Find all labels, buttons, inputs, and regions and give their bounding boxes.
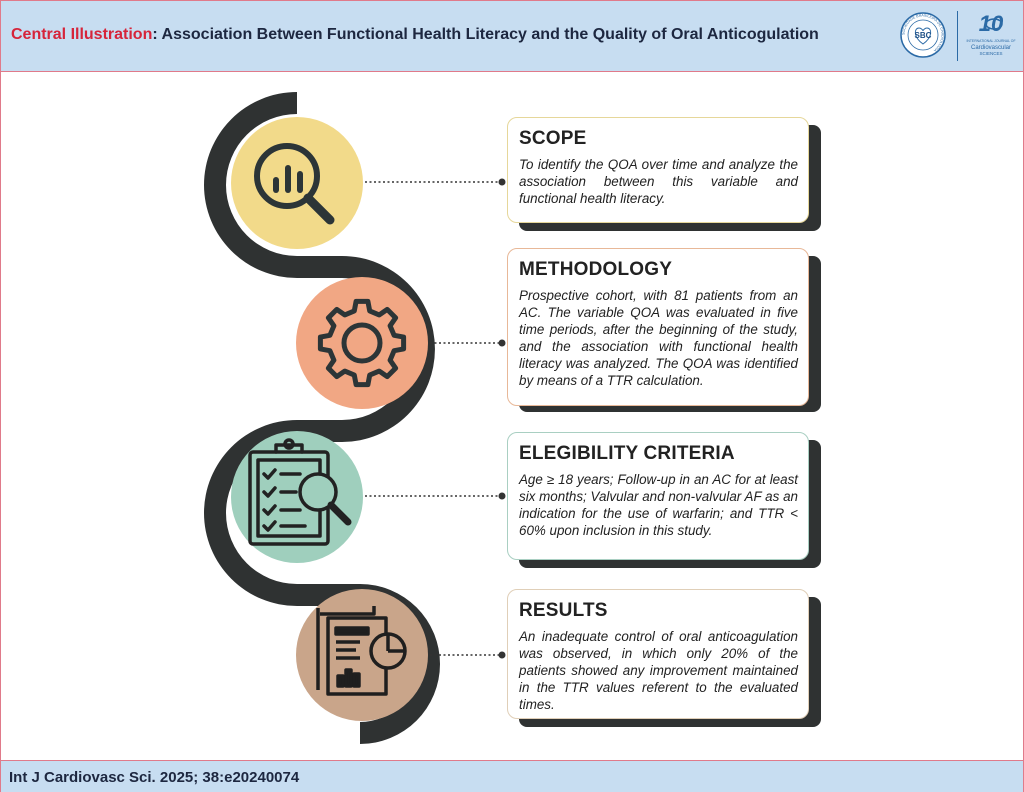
eligibility-text: Age ≥ 18 years; Follow-up in an AC for at least six months; Valvular and non-valvular AF as an indication for the use of warfarin; and TTR < 60% upon inclusion in this study. [519, 472, 798, 538]
ijcs-line1: INTERNATIONAL JOURNAL OF [966, 39, 1016, 43]
svg-text:10: 10 [978, 11, 1004, 36]
results-card [507, 589, 809, 719]
scope-card [507, 117, 809, 223]
ijcs-line2: Cardiovascular [970, 45, 1012, 51]
scope-text: To identify the QOA over time and analyze the association between this variable and functional health literacy. [519, 157, 798, 206]
sbc-ring-text: SOCIEDADE BRASILEIRA DE CARDIOLOGIA [901, 13, 945, 53]
methodology-title: METHODOLOGY [519, 259, 673, 280]
title-rest: : Association Between Functional Health Literacy and the Quality of Oral Anticogulation [152, 26, 819, 43]
connector-dots [499, 179, 506, 659]
scope-title: SCOPE [519, 128, 587, 149]
eligibility-card [507, 432, 809, 560]
results-circle [296, 589, 428, 721]
results-title: RESULTS [519, 600, 608, 621]
results-text: An inadequate control of oral anticoagulation was observed, in which only 20% of the patients showed any improvement maintained in the TTR values referent to the evaluated times. [519, 629, 798, 712]
footer-bar [1, 760, 1023, 792]
methodology-text: Prospective cohort, with 81 patients from an AC. The variable QOA was evaluated in five time periods, after the beginning of the study, and the association with functional health literacy was analyzed. The QOA was identified by means of a TTR calculation. [519, 288, 798, 388]
sbc-text: SBC [914, 31, 932, 40]
title-accent: Central Illustration [11, 26, 153, 43]
eligibility-title: ELEGIBILITY CRITERIA [519, 443, 735, 464]
ijcs-line3: SCIENCES [979, 51, 1003, 56]
citation: Int J Cardiovasc Sci. 2025; 38:e20240074 [9, 769, 300, 786]
methodology-card [507, 248, 809, 406]
methodology-circle [296, 277, 428, 409]
